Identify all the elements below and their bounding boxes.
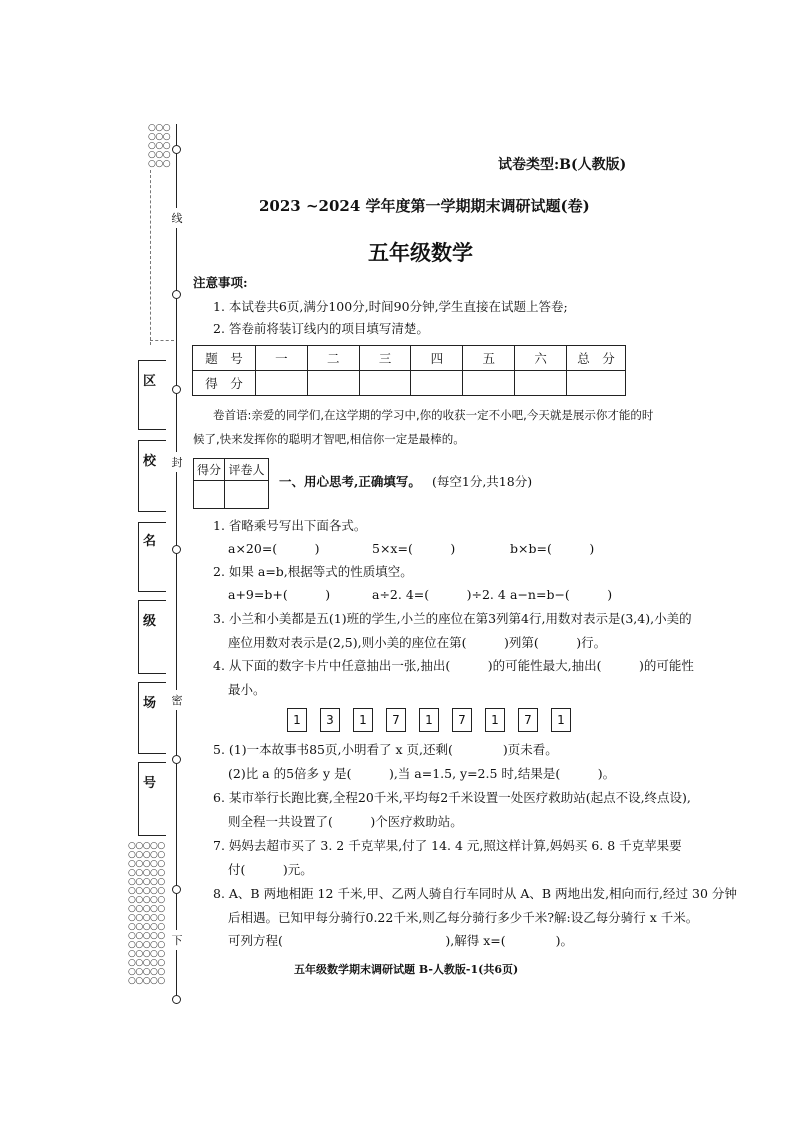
- score-header-2: 二: [307, 346, 359, 371]
- score-cell-1[interactable]: [256, 371, 308, 396]
- section1-title: 一、用心思考,正确填写。: [279, 474, 421, 489]
- subject-title: 五年级数学: [368, 240, 473, 265]
- field-label-exam-room: 场: [143, 696, 157, 711]
- preface-line-1: 卷首语:亲爱的同学们,在这学期的学习中,你的收获一定不小吧,今天就是展示你才能的时: [213, 408, 654, 422]
- number-card-3: 1: [353, 708, 373, 732]
- exam-title: 2023 ~2024 学年度第一学期期末调研试题(卷): [259, 197, 590, 215]
- score-cell-2[interactable]: [307, 371, 359, 396]
- q3-line-2[interactable]: 座位用数对表示是(2,5),则小美的座位在第( )列第( )行。: [228, 635, 607, 650]
- number-card-4: 7: [386, 708, 406, 732]
- grader-reviewer-cell[interactable]: [225, 481, 269, 509]
- score-table: [192, 345, 626, 396]
- paper-type: 试卷类型:B(人教版): [498, 157, 627, 173]
- score-header-3: 三: [359, 346, 411, 371]
- q2-blank-c[interactable]: a−n=b−( ): [510, 587, 613, 602]
- binding-hole-7: [172, 995, 181, 1004]
- score-header-label: 题 号: [193, 346, 256, 371]
- binding-dash-top: [150, 170, 151, 345]
- binding-hole-5: [172, 755, 181, 764]
- q3-line-1: 3. 小兰和小美都是五(1)班的学生,小兰的座位在第3列第4行,用数对表示是(3,4),小美的: [213, 611, 692, 626]
- page-footer: 五年级数学期末调研试题 B-人教版-1(共6页): [294, 963, 519, 976]
- score-cell-3[interactable]: [359, 371, 411, 396]
- notes-item-1: 1. 本试卷共6页,满分100分,时间90分钟,学生直接在试题上答卷;: [213, 299, 568, 314]
- binding-hole-2: [172, 290, 181, 299]
- q2-blank-b[interactable]: a÷2. 4=( )÷2. 4: [372, 587, 506, 602]
- q4-line-1: 4. 从下面的数字卡片中任意抽出一张,抽出( )的可能性最大,抽出( )的可能性: [213, 658, 694, 673]
- binding-hole-6: [172, 885, 181, 894]
- notes-item-2: 2. 答卷前将装订线内的项目填写清楚。: [213, 321, 429, 336]
- score-cell-4[interactable]: [411, 371, 463, 396]
- binding-word-xian: 线: [170, 208, 184, 228]
- score-header-5: 五: [463, 346, 515, 371]
- q5-line-1[interactable]: 5. (1)一本故事书85页,小明看了 x 页,还剩( )页未看。: [213, 742, 558, 757]
- field-label-grade: 级: [143, 614, 157, 629]
- q1-blank-c[interactable]: b×b=( ): [510, 541, 595, 556]
- q1-blank-a[interactable]: a×20=( ): [228, 541, 320, 556]
- score-row-label: 得 分: [193, 371, 256, 396]
- field-label-number: 号: [143, 776, 157, 791]
- section1-note: (每空1分,共18分): [432, 474, 533, 489]
- q6-line-2[interactable]: 则全程一共设置了( )个医疗救助站。: [228, 814, 463, 829]
- q4-line-2: 最小。: [228, 682, 266, 697]
- number-card-7: 1: [485, 708, 505, 732]
- number-card-8: 7: [518, 708, 538, 732]
- q7-line-2[interactable]: 付( )元。: [228, 862, 313, 877]
- number-card-6: 7: [452, 708, 472, 732]
- binding-word-mi: 密: [170, 690, 184, 710]
- q6-line-1: 6. 某市举行长跑比赛,全程20千米,平均每2千米设置一处医疗救助站(起点不设,终点设),: [213, 790, 691, 805]
- field-label-district: 区: [143, 374, 157, 389]
- preface-line-2: 候了,快来发挥你的聪明才智吧,相信你一定是最棒的。: [193, 432, 465, 446]
- binding-line: [176, 124, 177, 1004]
- binding-word-xia: 下: [170, 930, 184, 950]
- q8-line-1: 8. A、B 两地相距 12 千米,甲、乙两人骑自行车同时从 A、B 两地出发,相向而行,经过 30 分钟: [213, 886, 737, 901]
- score-header-6: 六: [515, 346, 567, 371]
- binding-hole-1: [172, 145, 181, 154]
- q2-text: 2. 如果 a=b,根据等式的性质填空。: [213, 564, 413, 579]
- grader-score-cell[interactable]: [194, 481, 225, 509]
- grader-table: [193, 458, 269, 509]
- number-card-2: 3: [320, 708, 340, 732]
- field-label-name: 名: [143, 534, 157, 549]
- q5-line-2[interactable]: (2)比 a 的5倍多 y 是( ),当 a=1.5, y=2.5 时,结果是( )。: [228, 766, 616, 781]
- score-header-4: 四: [411, 346, 463, 371]
- score-cell-total[interactable]: [567, 371, 626, 396]
- q7-line-1: 7. 妈妈去超市买了 3. 2 千克苹果,付了 14. 4 元,照这样计算,妈妈买 6. 8 千克苹果要: [213, 838, 682, 853]
- binding-dots-bottom: ○○○○○ ○○○○○ ○○○○○ ○○○○○ ○○○○○ ○○○○○ ○○○○○ ○○○○○ ○○○○○ ○○○○○ ○○○○○ ○○○○○ ○○○○○ ○○○○○ ○○○○○ ○○○○○: [128, 841, 165, 986]
- number-card-1: 1: [287, 708, 307, 732]
- score-header-total: 总 分: [567, 346, 626, 371]
- binding-dots-top: ○○○ ○○○ ○○○ ○○○ ○○○: [148, 123, 171, 169]
- number-card-9: 1: [551, 708, 571, 732]
- q8-line-2: 后相遇。已知甲每分骑行0.22千米,则乙每分骑行多少千米?解:设乙每分骑行 x 千米。: [228, 910, 699, 925]
- field-label-school: 校: [143, 454, 157, 469]
- q2-blank-a[interactable]: a+9=b+( ): [228, 587, 331, 602]
- grader-score-label: 得分: [194, 459, 225, 481]
- number-card-5: 1: [419, 708, 439, 732]
- score-header-1: 一: [256, 346, 308, 371]
- q8-line-3[interactable]: 可列方程( ),解得 x=( )。: [228, 933, 573, 948]
- q1-text: 1. 省略乘号写出下面各式。: [213, 518, 367, 533]
- notes-heading: 注意事项:: [193, 275, 248, 290]
- binding-word-feng: 封: [170, 452, 184, 472]
- grader-reviewer-label: 评卷人: [225, 459, 269, 481]
- score-cell-5[interactable]: [463, 371, 515, 396]
- score-cell-6[interactable]: [515, 371, 567, 396]
- binding-hole-3: [172, 385, 181, 394]
- q1-blank-b[interactable]: 5×x=( ): [372, 541, 456, 556]
- binding-dash-bottom-top: [150, 340, 174, 341]
- binding-hole-4: [172, 545, 181, 554]
